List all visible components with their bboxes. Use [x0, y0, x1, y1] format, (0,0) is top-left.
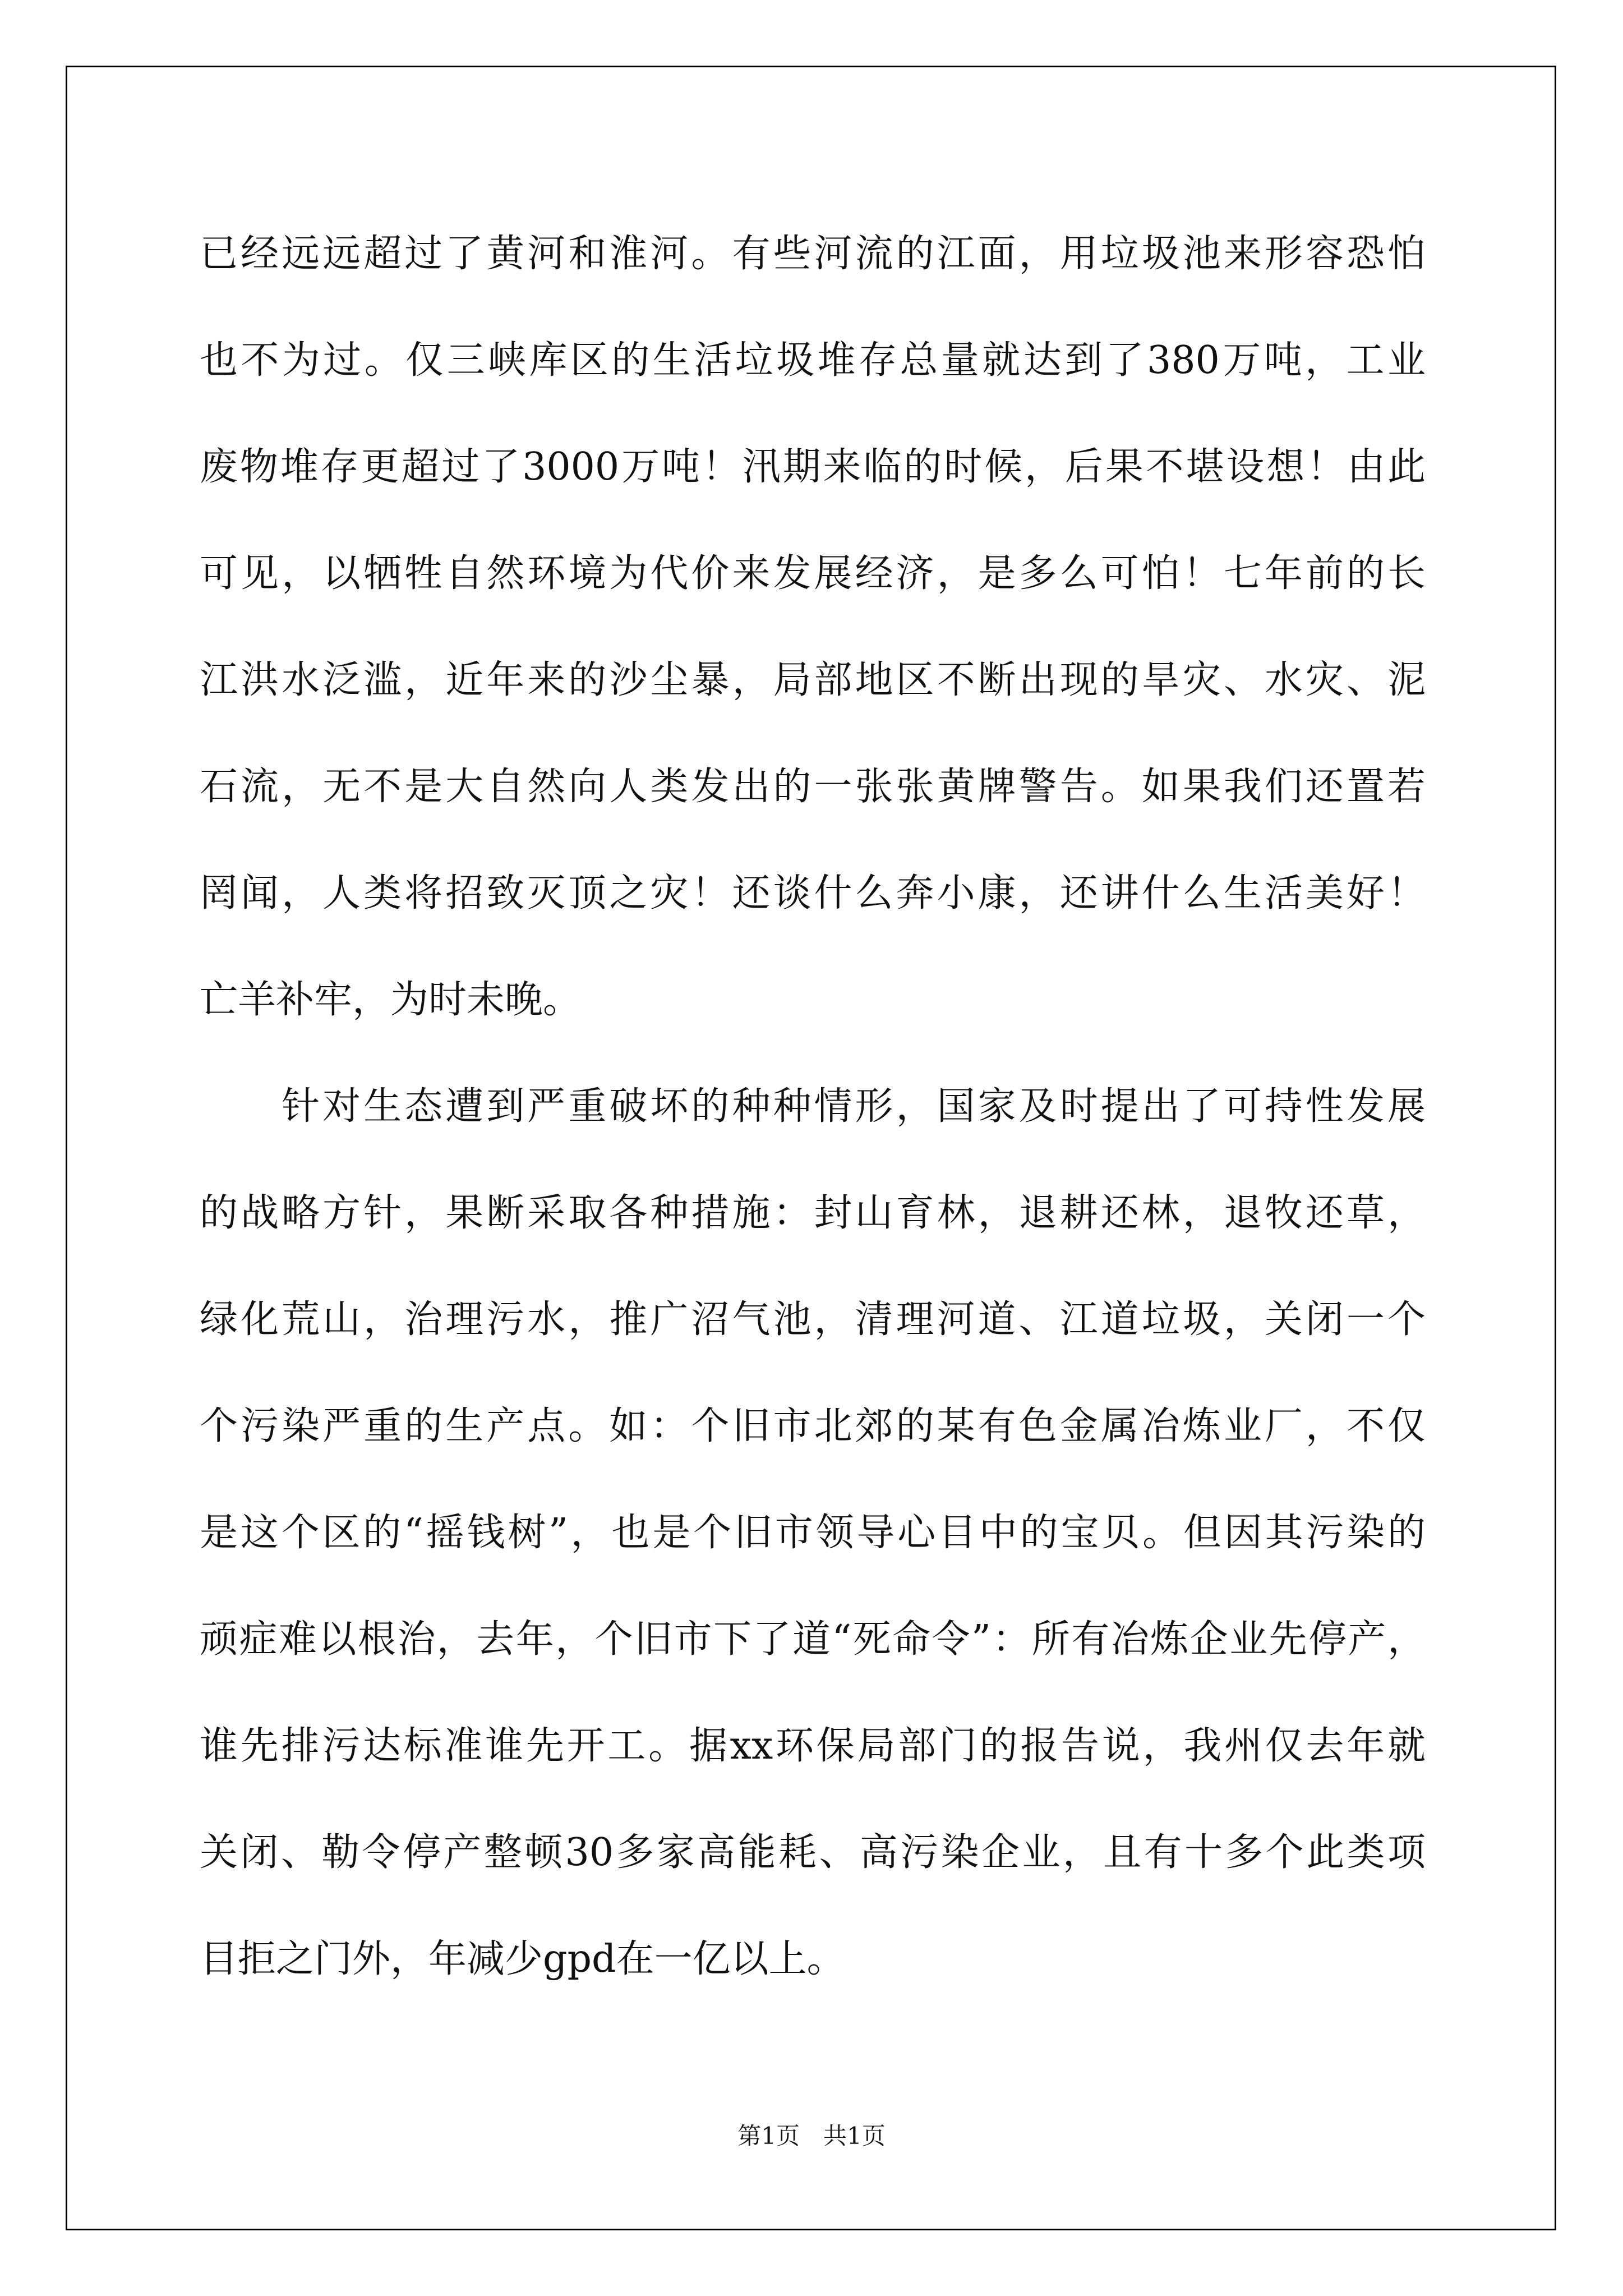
text-line: 亡羊补牢，为时未晚。 [200, 978, 582, 1022]
body-text [200, 201, 1426, 2013]
text-line: 针对生态遭到严重破坏的种种情形，国家及时提出了可持性发展 [200, 1084, 1426, 1129]
text-line: 谁先排污达标准谁先开工。据xx环保局部门的报告说，我州仅去年就 [200, 1724, 1426, 1768]
text-line: 已经远远超过了黄河和淮河。有些河流的江面，用垃圾池来形容恐怕 [200, 232, 1426, 276]
text-line: 目拒之门外，年减少gpd在一亿以上。 [200, 1937, 845, 1981]
text-line: 可见，以牺牲自然环境为代价来发展经济，是多么可怕！七年前的长 [200, 551, 1426, 596]
text-line: 是这个区的“摇钱树”，也是个旧市领导心目中的宝贝。但因其污染的 [200, 1511, 1426, 1555]
text-line: 也不为过。仅三峡库区的生活垃圾堆存总量就达到了380万吨，工业 [200, 338, 1426, 383]
text-line: 废物堆存更超过了3000万吨！汛期来临的时候，后果不堪设想！由此 [200, 445, 1426, 489]
page-footer: 第1页 共1页 [737, 2122, 886, 2150]
text-line: 罔闻，人类将招致灭顶之灾！还谈什么奔小康，还讲什么生活美好！ [200, 871, 1426, 915]
text-line: 顽症难以根治，去年，个旧市下了道“死命令”：所有冶炼企业先停产， [200, 1617, 1426, 1662]
text-line: 石流，无不是大自然向人类发出的一张张黄牌警告。如果我们还置若 [200, 765, 1426, 809]
text-line: 个污染严重的生产点。如：个旧市北郊的某有色金属冶炼业厂，不仅 [200, 1404, 1426, 1448]
text-line: 关闭、勒令停产整顿30多家高能耗、高污染企业，且有十多个此类项 [200, 1830, 1426, 1875]
text-line: 江洪水泛滥，近年来的沙尘暴，局部地区不断出现的旱灾、水灾、泥 [200, 658, 1426, 702]
text-line: 的战略方针，果断采取各种措施：封山育林，退耕还林，退牧还草， [200, 1191, 1426, 1235]
text-line: 绿化荒山，治理污水，推广沼气池，清理河道、江道垃圾，关闭一个 [200, 1297, 1426, 1342]
